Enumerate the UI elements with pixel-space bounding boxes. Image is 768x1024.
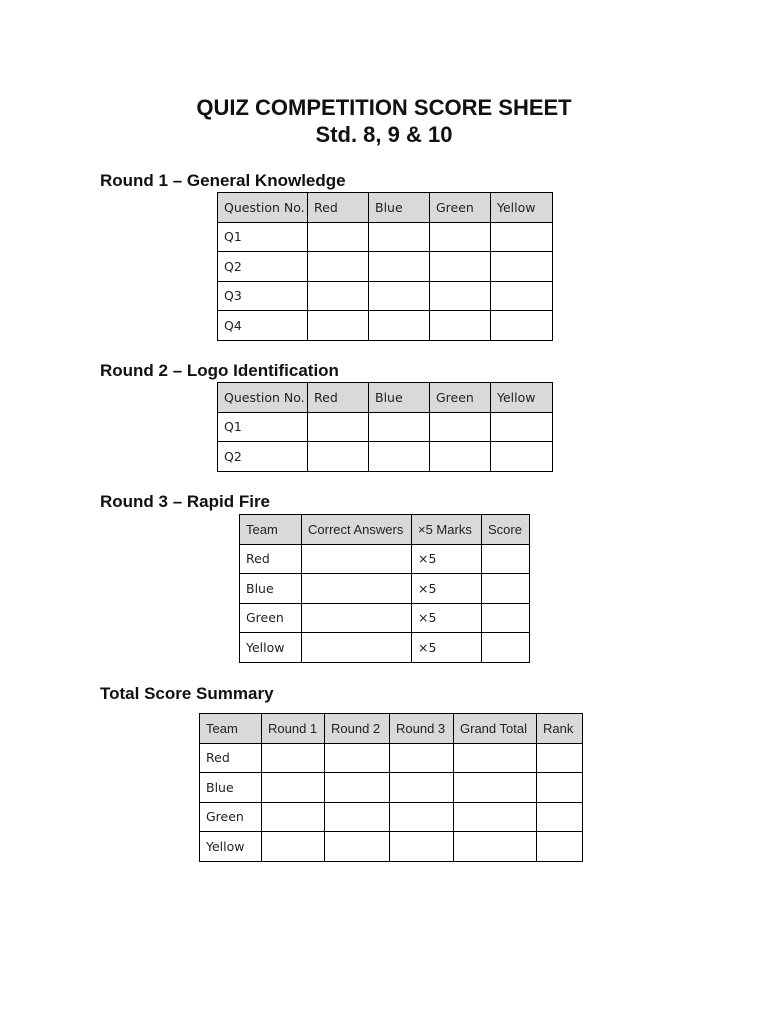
answers-cell[interactable] [302, 574, 412, 604]
score-cell[interactable] [537, 773, 583, 803]
score-cell[interactable] [308, 412, 369, 442]
header-round3: Round 3 [390, 714, 454, 744]
row-label: Q3 [218, 281, 308, 311]
row-label: Q2 [218, 252, 308, 282]
table-row [240, 574, 530, 604]
score-cell[interactable] [491, 442, 553, 472]
team-label: Blue [200, 773, 262, 803]
score-cell[interactable] [491, 222, 553, 252]
score-cell[interactable] [491, 281, 553, 311]
score-cell[interactable] [454, 743, 537, 773]
header-blue: Blue [369, 383, 430, 413]
multiplier-cell: ×5 [412, 544, 482, 574]
answers-cell[interactable] [302, 603, 412, 633]
header-team: Team [200, 714, 262, 744]
answers-cell[interactable] [302, 633, 412, 663]
score-cell[interactable] [537, 802, 583, 832]
team-label: Red [200, 743, 262, 773]
header-yellow: Yellow [491, 383, 553, 413]
score-cell[interactable] [308, 222, 369, 252]
score-cell[interactable] [262, 743, 325, 773]
team-label: Yellow [200, 832, 262, 862]
table-row [218, 412, 553, 442]
score-cell[interactable] [430, 252, 491, 282]
table-row [218, 222, 553, 252]
header-grand-total: Grand Total [454, 714, 537, 744]
score-cell[interactable] [325, 832, 390, 862]
score-cell[interactable] [325, 773, 390, 803]
table-row [200, 832, 583, 862]
score-cell[interactable] [369, 222, 430, 252]
score-cell[interactable] [369, 311, 430, 341]
table-header-row [218, 193, 553, 223]
table-row [200, 802, 583, 832]
score-cell[interactable] [390, 802, 454, 832]
score-cell[interactable] [491, 412, 553, 442]
team-label: Blue [240, 574, 302, 604]
score-cell[interactable] [430, 412, 491, 442]
score-cell[interactable] [430, 281, 491, 311]
header-green: Green [430, 193, 491, 223]
summary-table [199, 713, 583, 862]
score-cell[interactable] [262, 802, 325, 832]
round3-table [239, 514, 530, 663]
team-label: Red [240, 544, 302, 574]
header-score: Score [482, 515, 530, 545]
header-blue: Blue [369, 193, 430, 223]
round3-heading: Round 3 – Rapid Fire [100, 492, 271, 511]
table-header-row [200, 714, 583, 744]
round1-table [217, 192, 553, 341]
header-team: Team [240, 515, 302, 545]
header-green: Green [430, 383, 491, 413]
score-cell[interactable] [482, 633, 530, 663]
score-cell[interactable] [482, 603, 530, 633]
header-question-no: Question No. [218, 193, 308, 223]
page-title: QUIZ COMPETITION SCORE SHEET [196, 95, 572, 120]
score-cell[interactable] [454, 773, 537, 803]
score-cell[interactable] [262, 832, 325, 862]
score-cell[interactable] [430, 442, 491, 472]
score-cell[interactable] [369, 442, 430, 472]
score-cell[interactable] [482, 544, 530, 574]
score-cell[interactable] [325, 743, 390, 773]
table-header-row [240, 515, 530, 545]
row-label: Q2 [218, 442, 308, 472]
table-header-row [218, 383, 553, 413]
score-cell[interactable] [537, 743, 583, 773]
header-marks: ×5 Marks [412, 515, 482, 545]
score-cell[interactable] [491, 311, 553, 341]
score-cell[interactable] [308, 442, 369, 472]
score-cell[interactable] [308, 252, 369, 282]
score-cell[interactable] [390, 832, 454, 862]
score-cell[interactable] [491, 252, 553, 282]
table-row [240, 603, 530, 633]
score-cell[interactable] [369, 412, 430, 442]
round2-heading: Round 2 – Logo Identification [100, 361, 339, 380]
score-cell[interactable] [390, 743, 454, 773]
header-question-no: Question No. [218, 383, 308, 413]
score-cell[interactable] [454, 802, 537, 832]
table-row [240, 544, 530, 574]
score-cell[interactable] [308, 281, 369, 311]
header-rank: Rank [537, 714, 583, 744]
score-cell[interactable] [454, 832, 537, 862]
header-round2: Round 2 [325, 714, 390, 744]
score-cell[interactable] [325, 802, 390, 832]
team-label: Yellow [240, 633, 302, 663]
header-yellow: Yellow [491, 193, 553, 223]
header-red: Red [308, 193, 369, 223]
score-cell[interactable] [262, 773, 325, 803]
round2-table [217, 382, 553, 472]
table-row [200, 773, 583, 803]
header-red: Red [308, 383, 369, 413]
score-cell[interactable] [482, 574, 530, 604]
team-label: Green [200, 802, 262, 832]
team-label: Green [240, 603, 302, 633]
multiplier-cell: ×5 [412, 633, 482, 663]
round1-heading: Round 1 – General Knowledge [100, 171, 346, 190]
row-label: Q1 [218, 222, 308, 252]
score-cell[interactable] [430, 222, 491, 252]
table-row [218, 311, 553, 341]
header-correct-answers: Correct Answers [302, 515, 412, 545]
table-row [218, 281, 553, 311]
score-cell[interactable] [430, 311, 491, 341]
score-cell[interactable] [390, 773, 454, 803]
answers-cell[interactable] [302, 544, 412, 574]
row-label: Q4 [218, 311, 308, 341]
table-row [240, 633, 530, 663]
multiplier-cell: ×5 [412, 603, 482, 633]
table-row [218, 252, 553, 282]
table-row [200, 743, 583, 773]
row-label: Q1 [218, 412, 308, 442]
score-cell[interactable] [537, 832, 583, 862]
score-cell[interactable] [308, 311, 369, 341]
summary-heading: Total Score Summary [100, 684, 274, 703]
score-cell[interactable] [369, 281, 430, 311]
header-round1: Round 1 [262, 714, 325, 744]
score-cell[interactable] [369, 252, 430, 282]
page-subtitle: Std. 8, 9 & 10 [315, 122, 453, 147]
multiplier-cell: ×5 [412, 574, 482, 604]
table-row [218, 442, 553, 472]
